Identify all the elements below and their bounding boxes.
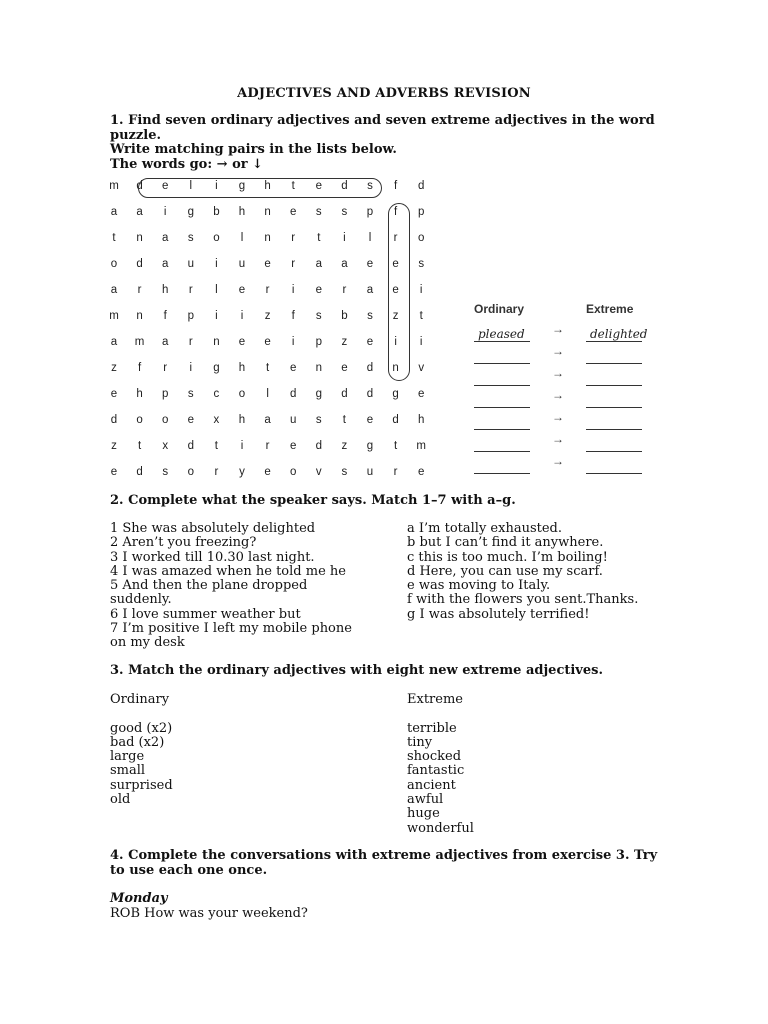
grid-letter: d — [289, 388, 297, 400]
extreme-adjective: tiny — [407, 734, 433, 750]
grid-letter: e — [392, 284, 399, 296]
grid-letter: b — [213, 206, 220, 218]
grid-letter: g — [315, 388, 322, 400]
grid-letter: s — [367, 180, 373, 192]
heading-line: 4. Complete the conversations with extreme adjectives from exercise 3. Try — [110, 848, 658, 863]
arrow-icon: → — [552, 388, 564, 402]
grid-letter: n — [264, 232, 271, 244]
grid-row — [110, 280, 470, 306]
grid-letter: z — [392, 310, 399, 322]
sentence-start: 2 Aren’t you freezing? — [110, 535, 257, 551]
grid-letter: h — [136, 388, 143, 400]
arrow-icon: → — [552, 454, 564, 468]
grid-letter: i — [215, 310, 218, 322]
grid-letter: e — [161, 180, 169, 192]
grid-letter: e — [238, 284, 246, 296]
grid-letter: n — [136, 310, 143, 322]
grid-letter: t — [393, 440, 398, 452]
answer-row — [472, 364, 662, 386]
sentence-start: 6 I love summer weather but — [110, 606, 301, 622]
ordinary-adjective: good (x2) — [110, 720, 173, 736]
grid-letter: f — [163, 310, 167, 322]
ordinary-answer-line[interactable] — [474, 473, 530, 474]
grid-letter: p — [366, 206, 374, 218]
grid-letter: e — [264, 466, 271, 478]
grid-letter: a — [315, 258, 322, 270]
grid-letter: f — [291, 310, 295, 322]
grid-letter: i — [419, 284, 423, 296]
grid-letter: g — [213, 362, 220, 374]
grid-letter: i — [215, 180, 218, 192]
grid-letter: o — [417, 232, 425, 244]
grid-letter: l — [215, 284, 218, 296]
section-3-heading: 3. Match the ordinary adjectives with eight new extreme adjectives. — [110, 663, 603, 678]
ordinary-adjective: small — [110, 763, 146, 779]
grid-letter: z — [341, 440, 348, 452]
grid-letter: a — [161, 232, 169, 244]
grid-row — [110, 306, 470, 332]
grid-letter: i — [215, 258, 218, 270]
ordinary-adjective: bad (x2) — [110, 734, 165, 750]
grid-letter: r — [214, 466, 219, 478]
grid-letter: l — [266, 388, 269, 400]
grid-letter: s — [187, 388, 194, 400]
grid-letter: e — [315, 284, 322, 296]
extreme-adjective: fantastic — [407, 763, 465, 779]
sentence-start: 5 And then the plane dropped — [110, 578, 308, 594]
grid-letter: r — [163, 362, 168, 374]
arrow-icon: → — [552, 322, 564, 336]
grid-row — [110, 436, 470, 462]
sentence-start: on my desk — [110, 635, 185, 651]
sentence-ending: g I was absolutely terrified! — [407, 606, 590, 622]
grid-letter: t — [112, 232, 116, 244]
grid-letter: x — [213, 414, 220, 426]
grid-letter: d — [136, 180, 143, 192]
grid-letter: o — [289, 466, 297, 478]
grid-letter: i — [343, 232, 346, 244]
grid-letter: u — [366, 466, 374, 478]
grid-letter: a — [366, 284, 374, 296]
grid-letter: e — [417, 388, 425, 400]
grid-letter: t — [291, 180, 295, 192]
grid-letter: l — [240, 232, 244, 244]
grid-letter: t — [265, 362, 270, 374]
grid-letter: a — [161, 258, 169, 270]
grid-letter: r — [188, 336, 193, 348]
sentence-start: 7 I’m positive I left my mobile phone — [110, 621, 352, 637]
section-2-sentence-endings — [407, 522, 707, 622]
conversation-line: ROB How was your weekend? — [110, 906, 308, 921]
grid-letter: s — [315, 310, 322, 322]
column-label: Ordinary — [110, 692, 170, 707]
grid-letter: d — [315, 440, 322, 452]
grid-letter: r — [393, 466, 398, 478]
grid-letter: r — [342, 284, 347, 296]
grid-letter: d — [366, 362, 374, 374]
instruction-line: The words go: → or ↓ — [110, 156, 264, 172]
ordinary-adjective: surprised — [110, 777, 173, 793]
grid-letter: t — [214, 440, 218, 452]
grid-row — [110, 254, 470, 280]
grid-letter: e — [366, 258, 374, 270]
grid-letter: d — [392, 414, 399, 426]
grid-letter: s — [315, 414, 322, 426]
grid-letter: s — [187, 232, 194, 244]
answer-row — [472, 386, 662, 408]
grid-letter: a — [136, 206, 143, 218]
sentence-ending: a I’m totally exhausted. — [407, 521, 562, 536]
grid-letter: a — [110, 336, 118, 348]
grid-letter: l — [368, 232, 372, 244]
grid-letter: a — [161, 336, 169, 348]
grid-letter: s — [418, 258, 425, 270]
grid-letter: g — [187, 206, 194, 218]
sentence-start: 1 She was absolutely delighted — [110, 521, 316, 536]
grid-letter: d — [341, 388, 348, 400]
ordinary-adjective: old — [110, 792, 131, 808]
grid-letter: g — [366, 440, 374, 452]
handwritten-ordinary-answer: pleased — [478, 327, 525, 341]
grid-letter: i — [189, 362, 193, 374]
grid-letter: y — [239, 466, 245, 478]
grid-letter: g — [238, 180, 246, 192]
arrow-icon: → — [552, 432, 564, 446]
grid-letter: r — [265, 440, 270, 452]
grid-letter: e — [289, 440, 297, 452]
grid-letter: e — [110, 466, 118, 478]
arrow-icon: → — [552, 344, 564, 358]
grid-row — [110, 410, 470, 436]
grid-letter: e — [315, 180, 322, 192]
grid-letter: h — [238, 362, 246, 374]
grid-letter: e — [289, 206, 297, 218]
circled-word-vertical — [388, 203, 410, 381]
grid-letter: a — [110, 284, 118, 296]
grid-letter: i — [291, 336, 295, 348]
extreme-header: Extreme — [586, 302, 634, 316]
grid-letter: d — [136, 258, 143, 270]
grid-letter: e — [289, 362, 297, 374]
instruction-line: 1. Find seven ordinary adjectives and seven extreme adjectives in the word puzzle. — [110, 113, 660, 143]
grid-letter: t — [137, 440, 142, 452]
grid-letter: d — [341, 180, 348, 192]
grid-letter: o — [187, 466, 194, 478]
extreme-adjective: terrible — [407, 720, 457, 736]
grid-letter: e — [110, 388, 118, 400]
extreme-answer-line[interactable] — [586, 473, 642, 474]
grid-letter: e — [417, 466, 425, 478]
grid-letter: e — [366, 336, 374, 348]
spacer — [407, 707, 707, 721]
grid-letter: p — [187, 310, 194, 322]
heading-line: to use each one once. — [110, 862, 268, 878]
grid-letter: a — [110, 206, 118, 218]
grid-letter: u — [187, 258, 194, 270]
grid-letter: b — [341, 310, 348, 322]
grid-letter: z — [111, 440, 117, 452]
answer-row — [472, 452, 662, 474]
grid-letter: e — [366, 414, 374, 426]
grid-letter: n — [213, 336, 220, 348]
grid-letter: n — [264, 206, 271, 218]
grid-letter: e — [341, 362, 348, 374]
grid-letter: m — [134, 336, 145, 348]
grid-letter: l — [189, 180, 193, 192]
answer-row — [472, 320, 662, 342]
grid-letter: a — [341, 258, 348, 270]
grid-letter: h — [264, 180, 271, 192]
grid-letter: z — [341, 336, 348, 348]
grid-letter: t — [317, 232, 321, 244]
grid-letter: o — [213, 232, 220, 244]
grid-letter: e — [264, 336, 271, 348]
arrow-icon: → — [552, 366, 564, 380]
grid-letter: i — [291, 284, 295, 296]
grid-letter: m — [416, 440, 426, 452]
spacer — [110, 707, 360, 721]
grid-letter: i — [240, 310, 244, 322]
grid-letter: p — [161, 388, 169, 400]
grid-letter: e — [187, 414, 194, 426]
grid-letter: r — [188, 284, 193, 296]
grid-letter: h — [417, 414, 425, 426]
sentence-ending: d Here, you can use my scarf. — [407, 563, 603, 579]
grid-letter: d — [417, 180, 425, 192]
grid-letter: o — [238, 388, 246, 400]
grid-row — [110, 228, 470, 254]
grid-letter: v — [418, 362, 425, 374]
sentence-start: 3 I worked till 10.30 last night. — [110, 549, 315, 565]
extreme-adjective: awful — [407, 792, 444, 808]
answer-row — [472, 408, 662, 430]
grid-letter: m — [109, 180, 119, 192]
grid-letter: f — [393, 180, 398, 192]
extreme-adjective: wonderful — [407, 820, 474, 836]
grid-letter: r — [291, 258, 296, 270]
grid-letter: h — [238, 414, 246, 426]
grid-letter: n — [136, 232, 143, 244]
grid-letter: n — [392, 362, 399, 374]
grid-letter: p — [417, 206, 425, 218]
grid-letter: g — [392, 388, 399, 400]
grid-letter: s — [341, 466, 348, 478]
grid-letter: r — [291, 232, 296, 244]
extreme-adjectives-column — [407, 693, 707, 836]
answer-row — [472, 430, 662, 452]
grid-letter: e — [264, 258, 271, 270]
extreme-adjective: shocked — [407, 749, 462, 765]
grid-letter: t — [342, 414, 346, 426]
grid-letter: i — [163, 206, 167, 218]
sentence-ending: c this is too much. I’m boiling! — [407, 549, 608, 565]
document-title: ADJECTIVES AND ADVERBS REVISION — [237, 86, 531, 101]
sentence-ending: f with the flowers you sent.Thanks. — [407, 592, 639, 608]
grid-letter: s — [367, 310, 373, 322]
grid-letter: u — [238, 258, 246, 270]
extreme-adjective: huge — [407, 806, 440, 822]
grid-row — [110, 202, 470, 228]
grid-letter: d — [187, 440, 194, 452]
section-4-heading — [110, 849, 670, 878]
sentence-start: suddenly. — [110, 592, 172, 608]
grid-letter: o — [136, 414, 143, 426]
grid-letter: f — [393, 206, 398, 218]
grid-letter: i — [394, 336, 397, 348]
grid-letter: u — [289, 414, 297, 426]
section-2-heading: 2. Complete what the speaker says. Match 1–7 with a–g. — [110, 493, 516, 508]
grid-letter: c — [213, 388, 220, 400]
extreme-adjective: ancient — [407, 777, 456, 793]
grid-letter: s — [315, 206, 322, 218]
grid-letter: r — [265, 284, 270, 296]
grid-letter: r — [137, 284, 142, 296]
grid-letter: i — [240, 440, 244, 452]
grid-letter: h — [238, 206, 246, 218]
grid-letter: n — [315, 362, 322, 374]
column-label: Extreme — [407, 692, 463, 707]
grid-letter: a — [264, 414, 271, 426]
answer-row — [472, 342, 662, 364]
grid-letter: o — [110, 258, 118, 270]
grid-letter: v — [315, 466, 322, 478]
arrow-icon: → — [552, 410, 564, 424]
sentence-ending: e was moving to Italy. — [407, 578, 551, 594]
grid-letter: s — [341, 206, 348, 218]
grid-letter: p — [315, 336, 322, 348]
grid-letter: o — [161, 414, 169, 426]
conversation-day-label: Monday — [110, 891, 168, 906]
grid-letter: d — [366, 388, 374, 400]
grid-letter: z — [264, 310, 271, 322]
grid-letter: d — [136, 466, 143, 478]
circled-word-horizontal — [138, 178, 382, 198]
ordinary-adjectives-column — [110, 693, 360, 807]
grid-letter: h — [161, 284, 169, 296]
grid-row — [110, 462, 470, 488]
grid-letter: x — [162, 440, 169, 452]
instruction-line: Write matching pairs in the lists below. — [110, 142, 397, 157]
grid-letter: t — [419, 310, 423, 322]
ordinary-header: Ordinary — [474, 302, 525, 316]
grid-letter: e — [392, 258, 399, 270]
grid-letter: f — [137, 362, 142, 374]
sentence-start: 4 I was amazed when he told me he — [110, 563, 346, 579]
grid-letter: s — [162, 466, 169, 478]
section-2-sentence-starts — [110, 522, 360, 651]
grid-letter: e — [238, 336, 246, 348]
grid-letter: i — [419, 336, 423, 348]
grid-row — [110, 332, 470, 358]
handwritten-extreme-answer: delighted — [590, 327, 648, 341]
grid-letter: m — [109, 310, 119, 322]
ordinary-adjective: large — [110, 749, 145, 765]
section-1-instructions — [110, 114, 670, 172]
sentence-ending: b but I can’t find it anywhere. — [407, 535, 604, 551]
grid-letter: r — [393, 232, 398, 244]
grid-letter: d — [110, 414, 118, 426]
grid-letter: z — [111, 362, 117, 374]
grid-row — [110, 358, 470, 384]
grid-row — [110, 384, 470, 410]
